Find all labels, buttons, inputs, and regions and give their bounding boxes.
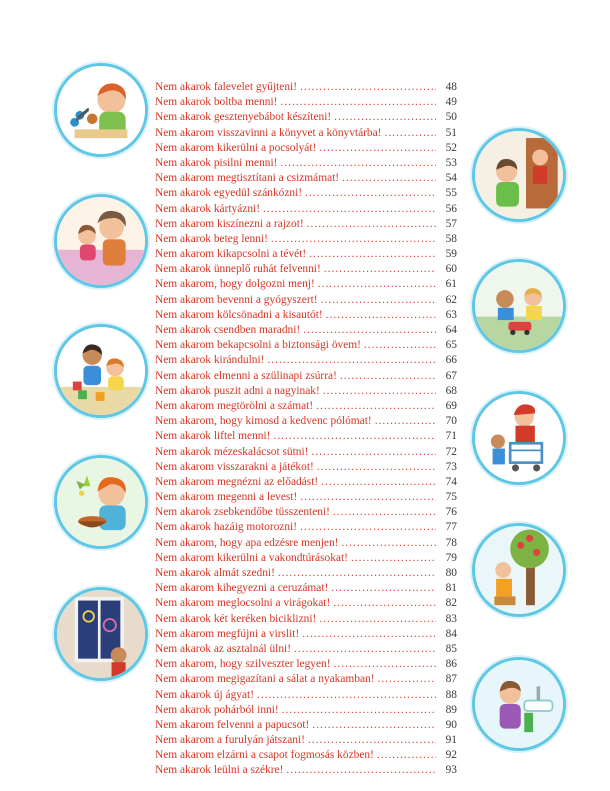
children-with-toy-car-illustration <box>472 259 566 353</box>
toc-entry-title: Nem akarom megtisztítani a csizmámat! <box>155 172 340 185</box>
toc-entry[interactable] <box>155 763 457 778</box>
toc-entry-title: Nem akarok csendben maradni! <box>155 324 301 336</box>
toc-dot-leader <box>319 612 436 627</box>
toc-dot-leader <box>278 566 436 581</box>
toc-dot-leader <box>257 688 436 703</box>
toc-dot-leader <box>321 293 436 308</box>
toc-entry-title: Nem akarok zsebkendőbe tüsszenteni! <box>155 506 330 519</box>
toc-entry-title: Nem akarok új ágyat! <box>155 688 254 701</box>
toc-entry[interactable] <box>155 186 457 201</box>
table-of-contents <box>155 80 457 779</box>
child-with-scissors-illustration <box>54 63 148 157</box>
toc-entry-page-number: 58 <box>445 232 457 245</box>
toc-entry[interactable] <box>155 202 457 217</box>
toc-dot-leader <box>384 126 436 141</box>
toc-entry[interactable] <box>155 536 457 551</box>
toc-entry-title: Nem akarom a furulyán játszani! <box>155 734 305 747</box>
toc-dot-leader <box>319 141 436 156</box>
window-fireworks-illustration <box>54 587 148 681</box>
toc-entry-title: Nem akarok elmenni a szülinapi zsúrra! <box>155 369 337 382</box>
toc-dot-leader <box>302 627 436 642</box>
toc-entry-page-number: 72 <box>445 445 457 458</box>
toc-entry-title: Nem akarom elzárni a csapot fogmosás közben! <box>155 749 374 762</box>
toc-entry-title: Nem akarok liftel menni! <box>155 430 271 443</box>
toc-entry[interactable] <box>155 277 457 292</box>
toc-entry[interactable] <box>155 596 457 611</box>
toc-entry-title: Nem akarom felvenni a papucsot! <box>155 718 310 731</box>
toc-entry[interactable] <box>155 156 457 171</box>
toc-entry-page-number: 71 <box>445 430 457 443</box>
toc-dot-leader <box>316 399 436 414</box>
toc-entry-page-number: 84 <box>445 627 457 640</box>
toc-entry-page-number: 73 <box>445 460 457 473</box>
mother-and-child-illustration <box>54 194 148 288</box>
toc-entry-title: Nem akarom meglocsolni a virágokat! <box>155 597 331 610</box>
toc-dot-leader <box>303 323 436 338</box>
toc-entry[interactable] <box>155 126 457 141</box>
toc-entry[interactable] <box>155 232 457 247</box>
toc-entry-title: Nem akarom megfújni a virslit! <box>155 627 300 640</box>
toc-entry-title: Nem akarok leülni a székre! <box>155 764 284 777</box>
toc-entry-page-number: 90 <box>445 718 457 731</box>
toc-dot-leader <box>273 429 436 444</box>
toc-dot-leader <box>364 338 436 353</box>
shopping-cart-santa-illustration <box>472 391 566 485</box>
toc-entry-page-number: 61 <box>445 278 457 291</box>
toc-entry-title: Nem akarom kihegyezni a ceruzámat! <box>155 582 329 595</box>
toc-dot-leader <box>333 596 436 611</box>
toc-dot-leader <box>342 171 436 186</box>
toc-entry[interactable] <box>155 247 457 262</box>
toc-entry-title: Nem akarom kölcsönadni a kisautót! <box>155 308 323 321</box>
toc-dot-leader <box>334 110 436 125</box>
toc-entry[interactable] <box>155 110 457 125</box>
toc-entry-page-number: 89 <box>445 703 457 716</box>
toc-entry-page-number: 57 <box>445 217 457 230</box>
toc-entry-title: Nem akarom visszarakni a játékot! <box>155 460 314 473</box>
toc-entry[interactable] <box>155 171 457 186</box>
toc-dot-leader <box>300 520 436 535</box>
toc-entry[interactable] <box>155 80 457 95</box>
toc-entry[interactable] <box>155 429 457 444</box>
toc-dot-leader <box>280 95 436 110</box>
toc-entry-page-number: 69 <box>445 399 457 412</box>
toc-entry-page-number: 52 <box>445 141 457 154</box>
toc-dot-leader <box>305 186 436 201</box>
toc-entry[interactable] <box>155 217 457 232</box>
toc-entry-page-number: 85 <box>445 642 457 655</box>
toc-entry[interactable] <box>155 369 457 384</box>
toc-entry-title: Nem akarom, hogy kimosd a kedvenc pólómat! <box>155 415 372 428</box>
toc-entry[interactable] <box>155 657 457 672</box>
toc-entry-page-number: 79 <box>445 551 457 564</box>
toc-entry-title: Nem akarom kikerülni a pocsolyát! <box>155 141 317 154</box>
toc-entry-title: Nem akarok pisilni menni! <box>155 156 278 169</box>
toc-entry-title: Nem akarok almát szedni! <box>155 567 275 579</box>
toc-entry-page-number: 75 <box>445 491 457 504</box>
toc-entry-title: Nem akarom kikerülni a vakondtúrásokat! <box>155 551 348 564</box>
toc-dot-leader <box>323 384 436 399</box>
toc-entry[interactable] <box>155 627 457 642</box>
toc-dot-leader <box>324 262 436 277</box>
toc-dot-leader <box>307 217 436 232</box>
toc-entry-title: Nem akarok beteg lenni! <box>155 232 268 245</box>
toc-entry-page-number: 56 <box>445 202 457 215</box>
toc-dot-leader <box>321 475 436 490</box>
toc-entry-title: Nem akarom, hogy apa edzésre menjen! <box>155 536 339 549</box>
toc-dot-leader <box>318 277 436 292</box>
toc-entry-page-number: 76 <box>445 506 457 519</box>
toc-entry[interactable] <box>155 688 457 703</box>
toc-entry-page-number: 62 <box>445 293 457 306</box>
toc-entry[interactable] <box>155 505 457 520</box>
toc-entry-page-number: 49 <box>445 96 457 109</box>
toc-entry-page-number: 78 <box>445 536 457 549</box>
toc-entry-page-number: 65 <box>445 339 457 352</box>
toc-dot-leader <box>271 232 436 247</box>
toc-entry-page-number: 64 <box>445 324 457 336</box>
toc-entry[interactable] <box>155 293 457 308</box>
child-at-door-illustration <box>472 128 566 222</box>
toc-entry-page-number: 74 <box>445 475 457 488</box>
toc-dot-leader <box>294 642 436 657</box>
toc-entry-page-number: 91 <box>445 734 457 747</box>
toc-entry-page-number: 87 <box>445 673 457 686</box>
toc-entry-page-number: 80 <box>445 567 457 579</box>
toc-entry-page-number: 88 <box>445 688 457 701</box>
toc-entry-page-number: 77 <box>445 521 457 534</box>
toc-entry[interactable] <box>155 566 457 581</box>
toc-entry[interactable] <box>155 399 457 414</box>
toc-entry-page-number: 67 <box>445 369 457 382</box>
toc-dot-leader <box>300 490 436 505</box>
toc-entry-page-number: 81 <box>445 582 457 595</box>
toc-entry[interactable] <box>155 490 457 505</box>
toc-entry[interactable] <box>155 141 457 156</box>
toc-entry[interactable] <box>155 308 457 323</box>
toc-entry-title: Nem akarok ünneplő ruhát felvenni! <box>155 263 321 276</box>
toc-entry-title: Nem akarom visszavinni a könyvet a könyvtárba! <box>155 126 382 139</box>
toc-entry-title: Nem akarok kirándulni! <box>155 354 265 367</box>
toc-entry[interactable] <box>155 414 457 429</box>
toc-dot-leader <box>340 369 436 384</box>
toc-dot-leader <box>311 445 436 460</box>
toc-entry[interactable] <box>155 581 457 596</box>
toc-dot-leader <box>309 247 436 262</box>
toc-entry-title: Nem akarom, hogy dolgozni menj! <box>155 278 315 291</box>
child-at-sink-illustration <box>472 657 566 751</box>
toc-entry-title: Nem akarok az asztalnál ülni! <box>155 642 291 655</box>
toc-entry-page-number: 54 <box>445 172 457 185</box>
toc-entry[interactable] <box>155 718 457 733</box>
toc-entry-page-number: 92 <box>445 749 457 762</box>
toc-dot-leader <box>267 353 436 368</box>
toc-dot-leader <box>326 308 436 323</box>
toc-entry-title: Nem akarom, hogy szilveszter legyen! <box>155 658 331 671</box>
toc-dot-leader <box>377 748 436 763</box>
toc-entry-title: Nem akarok falevelet gyűjteni! <box>155 81 298 93</box>
toc-entry[interactable] <box>155 95 457 110</box>
toc-entry-page-number: 86 <box>445 658 457 671</box>
toc-entry[interactable] <box>155 703 457 718</box>
toc-entry-title: Nem akarom bevenni a gyógyszert! <box>155 293 318 306</box>
toc-dot-leader <box>300 80 436 95</box>
toc-entry-page-number: 63 <box>445 308 457 321</box>
toc-entry[interactable] <box>155 520 457 535</box>
toc-entry[interactable] <box>155 733 457 748</box>
toc-entry-title: Nem akarom bekapcsolni a biztonsági övem! <box>155 339 361 352</box>
toc-dot-leader <box>282 703 436 718</box>
toc-entry-page-number: 50 <box>445 111 457 124</box>
toc-entry-page-number: 60 <box>445 263 457 276</box>
toc-dot-leader <box>351 551 436 566</box>
apple-tree-illustration <box>472 523 566 617</box>
toc-entry[interactable] <box>155 323 457 338</box>
toc-entry-title: Nem akarok kártyázni! <box>155 202 260 215</box>
children-playing-blocks-illustration <box>54 324 148 418</box>
toc-dot-leader <box>378 672 437 687</box>
toc-entry[interactable] <box>155 475 457 490</box>
toc-entry[interactable] <box>155 642 457 657</box>
toc-dot-leader <box>308 733 436 748</box>
toc-entry-page-number: 93 <box>445 764 457 777</box>
toc-entry[interactable] <box>155 262 457 277</box>
toc-entry-title: Nem akarom kikapcsolni a tévét! <box>155 248 307 261</box>
toc-dot-leader <box>280 156 436 171</box>
toc-dot-leader <box>317 460 436 475</box>
toc-entry[interactable] <box>155 551 457 566</box>
toc-entry[interactable] <box>155 353 457 368</box>
toc-entry-title: Nem akarok pohárból inni! <box>155 703 279 716</box>
toc-entry-title: Nem akarok gesztenyebábot készíteni! <box>155 111 332 124</box>
toc-dot-leader <box>263 202 436 217</box>
toc-entry-title: Nem akarom megnézni az előadást! <box>155 475 319 488</box>
toc-dot-leader <box>333 505 436 520</box>
toc-entry-page-number: 66 <box>445 354 457 367</box>
toc-entry-page-number: 53 <box>445 156 457 169</box>
toc-entry[interactable] <box>155 748 457 763</box>
toc-entry-title: Nem akarok két keréken biciklizni! <box>155 612 317 625</box>
toc-dot-leader <box>312 718 436 733</box>
toc-entry-page-number: 48 <box>445 81 457 93</box>
toc-entry-page-number: 51 <box>445 126 457 139</box>
toc-entry-page-number: 68 <box>445 384 457 397</box>
toc-entry-title: Nem akarom megigazítani a sálat a nyakamban! <box>155 673 375 686</box>
toc-entry-title: Nem akarok hazáig motorozni! <box>155 521 298 534</box>
toc-entry-page-number: 55 <box>445 187 457 200</box>
toc-entry[interactable] <box>155 445 457 460</box>
toc-dot-leader <box>286 763 436 778</box>
toc-dot-leader <box>334 657 436 672</box>
toc-entry-title: Nem akarok mézeskalácsot sütni! <box>155 445 309 458</box>
toc-entry-page-number: 82 <box>445 597 457 610</box>
toc-dot-leader <box>341 536 436 551</box>
toc-entry-page-number: 83 <box>445 612 457 625</box>
toc-entry-title: Nem akarok puszit adni a nagyinak! <box>155 384 320 397</box>
toc-entry[interactable] <box>155 338 457 353</box>
toc-entry-title: Nem akarok boltba menni! <box>155 96 278 109</box>
toc-entry-title: Nem akarom megtörölni a számat! <box>155 399 314 412</box>
toc-entry[interactable] <box>155 672 457 687</box>
toc-entry-page-number: 70 <box>445 415 457 428</box>
toc-entry-title: Nem akarom megenni a levest! <box>155 491 298 504</box>
toc-dot-leader <box>331 581 436 596</box>
toc-dot-leader <box>375 414 436 429</box>
toc-entry-title: Nem akarok egyedül szánkózni! <box>155 187 303 200</box>
toc-entry-title: Nem akarom kiszínezni a rajzot! <box>155 217 304 230</box>
child-eating-soup-illustration <box>54 455 148 549</box>
toc-entry[interactable] <box>155 612 457 627</box>
toc-entry[interactable] <box>155 384 457 399</box>
toc-entry-page-number: 59 <box>445 248 457 261</box>
toc-entry[interactable] <box>155 460 457 475</box>
